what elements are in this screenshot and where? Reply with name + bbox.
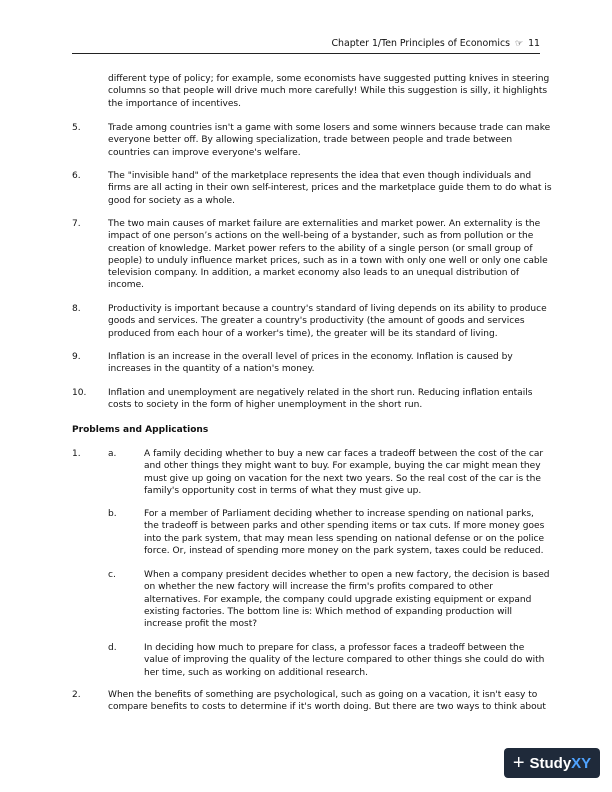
part-letter: b. [108, 509, 117, 519]
list-item: The "invisible hand" of the marketplace represents the idea that even though individuals and firms are all acting in their own self-interest, prices and the marketplace guide them to do what is good for society as a whole. [108, 171, 552, 206]
item-number: 6. [72, 171, 81, 181]
problem-part: A family deciding whether to buy a new car faces a tradeoff between the cost of the car and other things they might want to buy. For example, buying the car might mean they must give up going on vacation for the next two years. So the real cost of the car is the family's opportunity cost in terms of what they must give up. [144, 449, 544, 496]
list-item: The two main causes of market failure are externalities and market power. An externality is the impact of one person’s actions on the well-being of a bystander, such as from pollution or the creation of knowledge. Market power refers to the ability of a single person (or small group of people) to unduly influence market prices, such as in a town with only one well or only one cable television company. In addition, a market economy also leads to an unequal distribution of income. [108, 219, 548, 291]
item-number: 8. [72, 304, 81, 314]
list-item: Trade among countries isn't a game with some losers and some winners because trade can make everyone better off. By allowing specialization, trade between people and trade between countries can improve everyone's welfare. [108, 123, 551, 158]
brand-accent: XY [571, 754, 592, 772]
continuation-paragraph: different type of policy; for example, some economists have suggested putting knives in steering columns so that people will drive much more carefully! While this suggestion is silly, it highlights the importance of incentives. [108, 74, 550, 109]
part-letter: a. [108, 449, 117, 459]
problem-number: 1. [72, 449, 81, 459]
section-heading: Problems and Applications [72, 425, 209, 435]
list-item: Productivity is important because a country's standard of living depends on its ability to produce goods and services. The greater a country's productivity (the amount of goods and services produced from each hour of a worker's time), the greater will be its standard of living. [108, 304, 547, 339]
item-number: 10. [72, 388, 87, 398]
pointing-hand-icon: ☞ [515, 39, 524, 49]
studyxy-badge[interactable] [504, 748, 600, 778]
brand-main: Study [529, 754, 572, 772]
item-number: 5. [72, 123, 81, 133]
item-number: 9. [72, 352, 81, 362]
plus-icon: + [512, 752, 525, 774]
problem-part: When a company president decides whether to open a new factory, the decision is based on whether the new factory will increase the firm's profits compared to other alternatives. For example, the company could upgrade existing equipment or expand existing factories. The bottom line is: Which method of expanding production will increase profit the most? [144, 570, 550, 630]
problem-part: For a member of Parliament deciding whether to increase spending on national parks, the tradeoff is between parks and other spending items or tax cuts. If more money goes into the park system, that may mean less spending on national defense or on the police force. Or, instead of spending more money on the park system, taxes could be reduced. [144, 509, 545, 556]
page-number: 11 [528, 38, 540, 49]
problem-number: 2. [72, 690, 81, 700]
list-item: Inflation is an increase in the overall level of prices in the economy. Inflation is caused by increases in the quantity of a nation's money. [108, 352, 513, 375]
list-item: Inflation and unemployment are negatively related in the short run. Reducing inflation entails costs to society in the form of higher unemployment in the short run. [108, 388, 533, 411]
running-header [72, 38, 540, 50]
header-rule [72, 53, 540, 54]
part-letter: d. [108, 643, 117, 653]
part-letter: c. [108, 570, 116, 580]
problem-text: When the benefits of something are psychological, such as going on a vacation, it isn't easy to compare benefits to costs to determine if it's worth doing. But there are two ways to think about [108, 690, 546, 713]
chapter-title: Chapter 1/Ten Principles of Economics [331, 38, 511, 49]
item-number: 7. [72, 219, 81, 229]
problem-part: In deciding how much to prepare for class, a professor faces a tradeoff between the value of improving the quality of the lecture compared to other things she could do with her time, such as working on additional research. [144, 643, 545, 678]
